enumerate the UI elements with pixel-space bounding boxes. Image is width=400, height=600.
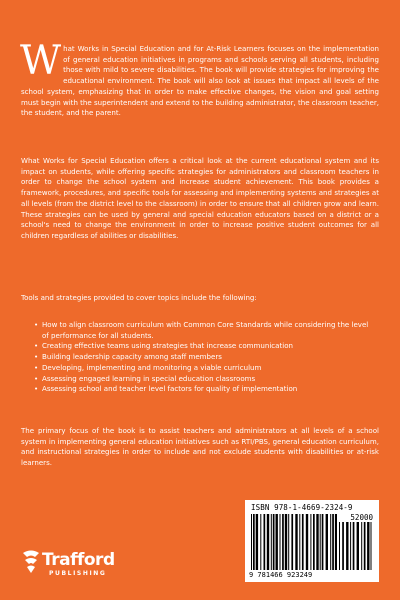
barcode-bar (346, 522, 348, 570)
list-item: • Building leadership capacity among staff members (34, 352, 222, 362)
barcode-bar (353, 522, 355, 570)
paragraph-tools-intro: Tools and strategies provided to cover topics include the following: (21, 293, 257, 302)
barcode-bar (288, 514, 289, 570)
barcode-bar (273, 514, 275, 570)
bullet-icon: • (34, 373, 39, 383)
barcode-bar (342, 522, 344, 570)
paragraph-focus: The primary focus of the book is to assist teachers and administrators at all levels of a school system in implementing general education initiatives such as RTI/PBS, general education curriculum, and instructional strategies in order to include and not exclude students with disabilities or at-risk learners. (21, 426, 379, 468)
ean-barcode-icon (251, 514, 337, 570)
barcode-bar (339, 522, 340, 570)
barcode-bar (280, 514, 281, 570)
bullet-icon: • (34, 352, 39, 362)
barcode-bar (350, 522, 351, 570)
list-item: • Assessing engaged learning in special education classrooms (34, 373, 256, 383)
addon-barcode-icon (339, 522, 373, 570)
barcode-bar (264, 514, 266, 570)
publisher-name: Trafford (42, 550, 115, 570)
barcode-bar (357, 522, 359, 570)
barcode-bar (285, 514, 287, 570)
barcode-bar (367, 522, 369, 570)
barcode-bar (316, 514, 318, 570)
barcode-bar (322, 514, 324, 570)
barcode-bar (361, 522, 362, 570)
bullet-icon: • (34, 362, 39, 372)
publisher-logo (21, 547, 131, 587)
barcode-bar (313, 514, 315, 570)
barcode-bar (371, 522, 372, 570)
list-item: • Creating effective teams using strategies that increase communication (34, 341, 293, 351)
barcode-bar (282, 514, 284, 570)
barcode-bar (260, 514, 261, 570)
barcode-bar (302, 514, 304, 570)
barcode-bar (310, 514, 311, 570)
barcode-bar (251, 514, 252, 570)
publisher-subtitle: PUBLISHING (49, 570, 107, 577)
list-item: • How to align classroom curriculum with Common Core Standards while considering the level of performance for all students. (34, 320, 369, 340)
isbn-barcode (245, 500, 379, 582)
paragraph-intro-text: hat Works in Special Education and for At-Risk Learners focuses on the implementation of general education initiatives in programs and schools serving all students, including those with mild to severe disabilities. The book will provide strategies for improving the educational environment. The book will also look at issues that impact all levels of the school system, emphasizing that in order to make effective changes, the vision and goal setting must begin with the superintendent and extend to the building administrator, the classroom teacher, the student, and the parent. (21, 44, 379, 118)
barcode-bar (276, 514, 278, 570)
barcode-bar (326, 514, 328, 570)
barcode-bar (253, 514, 255, 570)
list-item: • Developing, implementing and monitoring a viable curriculum (34, 362, 262, 372)
barcode-bar (295, 514, 297, 570)
barcode-bar (330, 514, 331, 570)
barcode-bar (332, 514, 334, 570)
bullet-icon: • (34, 341, 39, 351)
paragraph-intro (20, 38, 379, 119)
price-code: 52000 (350, 513, 373, 522)
drop-cap: W (20, 38, 62, 84)
paragraph-overview: What Works for Special Education offers a critical look at the current educational system and its impact on students, while offering specific strategies for administrators and classroom teachers in order to change the school system and increase student achievement. This book provides a framework, procedures, and specific tools for assessing and implementing systems and strategies at all levels (from the district level to the classroom) in order to ensure that all children grow and learn. These strategies can be used by general and special education educators based on a district or a school's need to change the environment in order to increase positive student outcomes for all children regardless of abilities or disabilities. (21, 156, 379, 240)
barcode-bar (291, 514, 293, 570)
barcode-bar (320, 514, 321, 570)
barcode-bar (267, 514, 269, 570)
barcode-bar (299, 514, 300, 570)
barcode-bar (335, 514, 337, 570)
barcode-bar (306, 514, 308, 570)
isbn-text: ISBN 978-1-4669-2324-9 (251, 503, 353, 512)
barcode-digits: 9 781466 923249 (249, 571, 313, 579)
bullet-icon: • (34, 384, 39, 394)
bullet-icon: • (34, 320, 39, 329)
trafford-logo-mark-icon (21, 549, 41, 579)
barcode-bar (364, 522, 366, 570)
barcode-bar (271, 514, 272, 570)
topics-list (34, 320, 374, 395)
list-item: • Assessing school and teacher level factors for quality of implementation (34, 384, 298, 394)
barcode-bar (256, 514, 258, 570)
